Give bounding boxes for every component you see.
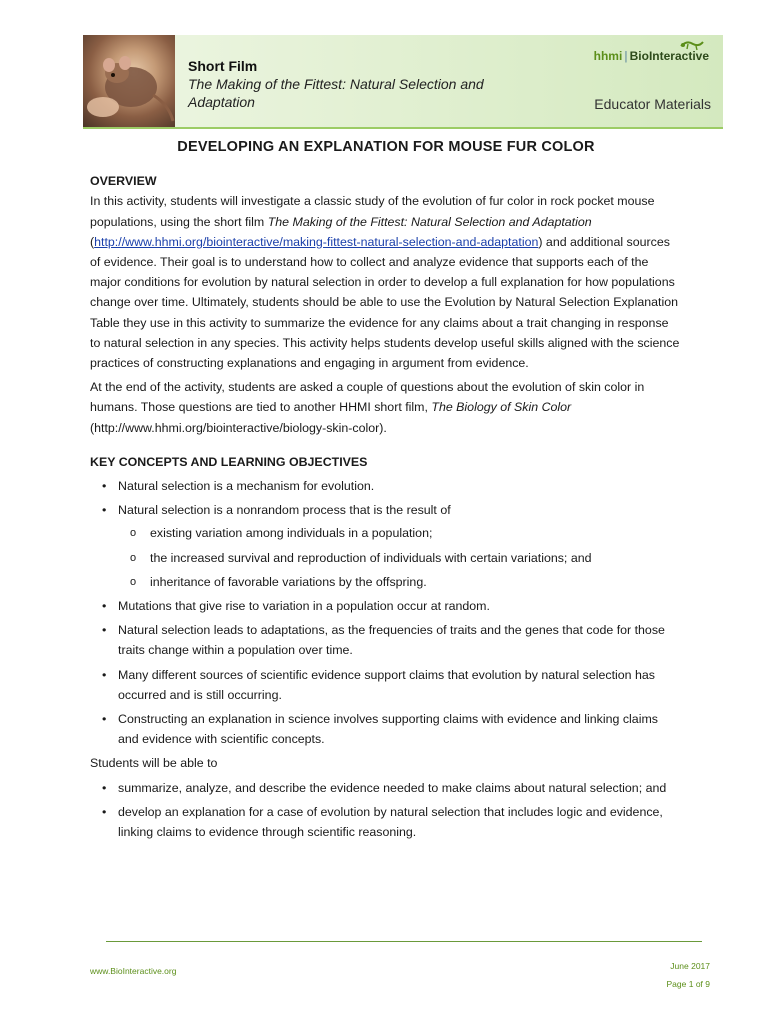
overview-paragraph-2 — [90, 377, 682, 438]
overview-p1-film-title: The Making of the Fittest: Natural Selection and Adaptation — [267, 214, 592, 229]
objectives-list — [90, 476, 682, 749]
objective-item: • Constructing an explanation in science involves supporting claims with evidence and linking claims and evidence with scientific concepts. — [90, 709, 682, 749]
footer-divider — [106, 941, 702, 942]
objective-subitem: o existing variation among individuals in a population; — [118, 523, 682, 543]
objective-sublist — [118, 523, 682, 592]
film-title-line1: The Making of the Fittest: Natural Selection and — [188, 76, 484, 92]
document-title: DEVELOPING AN EXPLANATION FOR MOUSE FUR COLOR — [177, 139, 595, 155]
section-gap — [90, 442, 682, 452]
document-body — [90, 137, 682, 846]
objectives-heading: KEY CONCEPTS AND LEARNING OBJECTIVES — [90, 454, 368, 469]
overview-p2-text-a: At the end of the activity, students are asked a couple of questions about the evolution of skin color in humans. Those questions are tied to another HHMI short film, — [90, 380, 645, 415]
film-title-line2: Adaptation — [188, 94, 255, 110]
mouse-photo — [83, 35, 175, 127]
brand-biointeractive: BioInteractive — [629, 49, 709, 63]
overview-p2-text-b: (http://www.hhmi.org/biointeractive/biology-skin-color). — [90, 420, 387, 435]
header-banner — [83, 35, 723, 129]
banner-titles — [188, 57, 484, 111]
mouse-illustration — [83, 35, 175, 127]
objective-item-text: Natural selection is a nonrandom process that is the result of — [118, 503, 451, 518]
objective-subitem: o inheritance of favorable variations by the offspring. — [118, 572, 682, 592]
overview-p1-text-a: In this activity, students will investigate a classic study of the evolution of fur color in rock pocket mouse populations, using the short film — [90, 194, 655, 229]
footer-page-number: Page 1 of 9 — [666, 979, 710, 989]
brand-separator: | — [624, 49, 628, 63]
objective-item: • Many different sources of scientific evidence support claims that evolution by natural selection has occurred and is still occurring. — [90, 665, 682, 705]
footer-website[interactable]: www.BioInteractive.org — [90, 966, 177, 976]
objective-item: • Natural selection leads to adaptations, as the frequencies of traits and the genes that code for those traits change within a population over time. — [90, 620, 682, 660]
objective-item: • Natural selection is a mechanism for evolution. — [90, 476, 682, 496]
brand-hhmi: hhmi — [593, 49, 623, 63]
students-item: • develop an explanation for a case of evolution by natural selection that includes logic and evidence, linking claims to evidence through scientific reasoning. — [90, 802, 682, 842]
overview-p1-text-b: ) and additional sources of evidence. Their goal is to understand how to collect and analyze evidence that supports each of the major conditions for evolution by natural selection in order to develop a full explanation for how populations change over time. Ultimately, students should be able to use the Evolution by Natural Selection Explanation Table they use in this activity to summarize the evidence for any claims about a trait changing in response to natural selection in any species. This activity helps students develop useful skills aligned with the science practices of constructing explanations and engaging in argument from evidence. — [90, 234, 680, 371]
objective-subitem: o the increased survival and reproduction of individuals with certain variations; and — [118, 548, 682, 568]
overview-film-link[interactable]: http://www.hhmi.org/biointeractive/making-fittest-natural-selection-and-adaptation — [94, 234, 539, 249]
brand-logo — [594, 49, 709, 63]
footer-date: June 2017 — [670, 961, 710, 971]
objective-item: • Mutations that give rise to variation in a population occur at random. — [90, 596, 682, 616]
educator-materials: Educator Materials — [594, 96, 711, 112]
objective-item — [90, 500, 682, 592]
students-item: • summarize, analyze, and describe the evidence needed to make claims about natural selection; and — [90, 778, 682, 798]
students-lead: Students will be able to — [90, 756, 218, 771]
overview-p2-film-title: The Biology of Skin Color — [431, 400, 572, 415]
overview-paragraph-1 — [90, 191, 682, 373]
overview-p1-paren: ( — [90, 234, 95, 249]
film-kind: Short Film — [188, 58, 258, 74]
students-list — [90, 778, 682, 843]
overview-heading: OVERVIEW — [90, 174, 157, 189]
